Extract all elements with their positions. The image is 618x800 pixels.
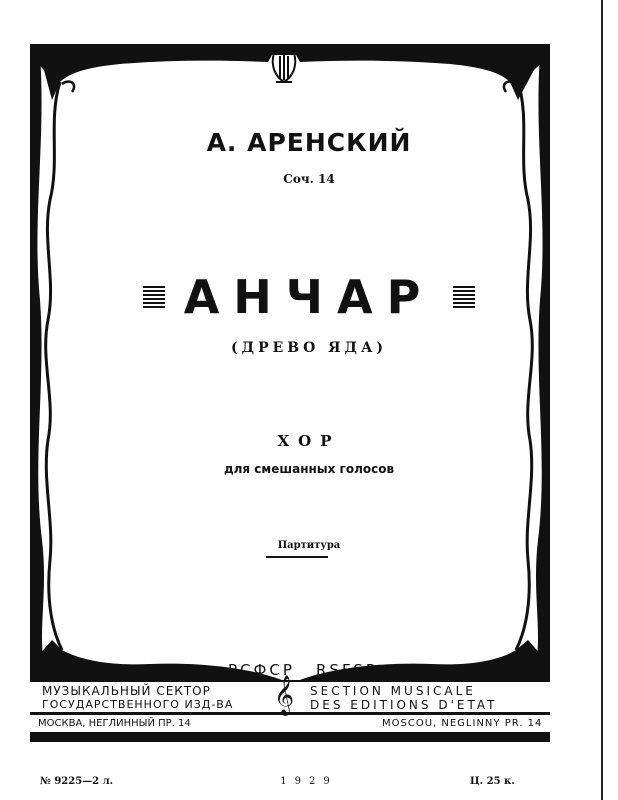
publisher-city-ru: МОСКВА, НЕГЛИННЫЙ ПР. 14 bbox=[38, 718, 191, 729]
publisher-ru-line1: МУЗЫКАЛЬНЫЙ СЕКТОР bbox=[42, 684, 211, 698]
voices-label: для смешанных голосов bbox=[223, 462, 395, 476]
top-ornament-right bbox=[296, 55, 550, 100]
publisher-fr-line1: SECTION MUSICALE bbox=[310, 684, 476, 698]
opus-number: Соч. 14 bbox=[283, 172, 335, 186]
composer-name: А. АРЕНСКИЙ bbox=[206, 128, 412, 157]
title-ornament-left bbox=[143, 286, 165, 308]
work-title: АНЧАР bbox=[183, 270, 435, 324]
left-inner-line bbox=[46, 82, 62, 650]
genre-label: ХОР bbox=[277, 432, 341, 450]
bottom-bar bbox=[30, 732, 550, 742]
left-curl bbox=[62, 82, 74, 92]
catalog-number: № 9225—2 л. bbox=[40, 776, 114, 787]
score-label: Партитура bbox=[277, 540, 341, 551]
top-ornament-left bbox=[30, 55, 272, 100]
title-row bbox=[0, 270, 618, 324]
title-ornament-right bbox=[453, 286, 475, 308]
publisher-abbr-ru: РСФСР bbox=[228, 661, 295, 679]
right-inner-line bbox=[516, 82, 532, 650]
publisher-city-fr: MOSCOU, NEGLINNY PR. 14 bbox=[382, 718, 543, 729]
publication-year: 1929 bbox=[280, 776, 338, 787]
publisher-ru-line2: ГОСУДАРСТВЕННОГО ИЗД-ВА bbox=[42, 698, 234, 711]
score-underline bbox=[266, 556, 328, 558]
price-label: Ц. 25 к. bbox=[470, 776, 515, 787]
publisher-fr-line2: DES EDITIONS D'ETAT bbox=[310, 698, 498, 712]
treble-clef-icon: 𝄞 bbox=[273, 675, 295, 715]
publisher-abbr-en: RSFSR bbox=[316, 661, 380, 679]
top-bar bbox=[30, 44, 550, 55]
work-subtitle: (ДРЕВО ЯДА) bbox=[231, 340, 387, 356]
